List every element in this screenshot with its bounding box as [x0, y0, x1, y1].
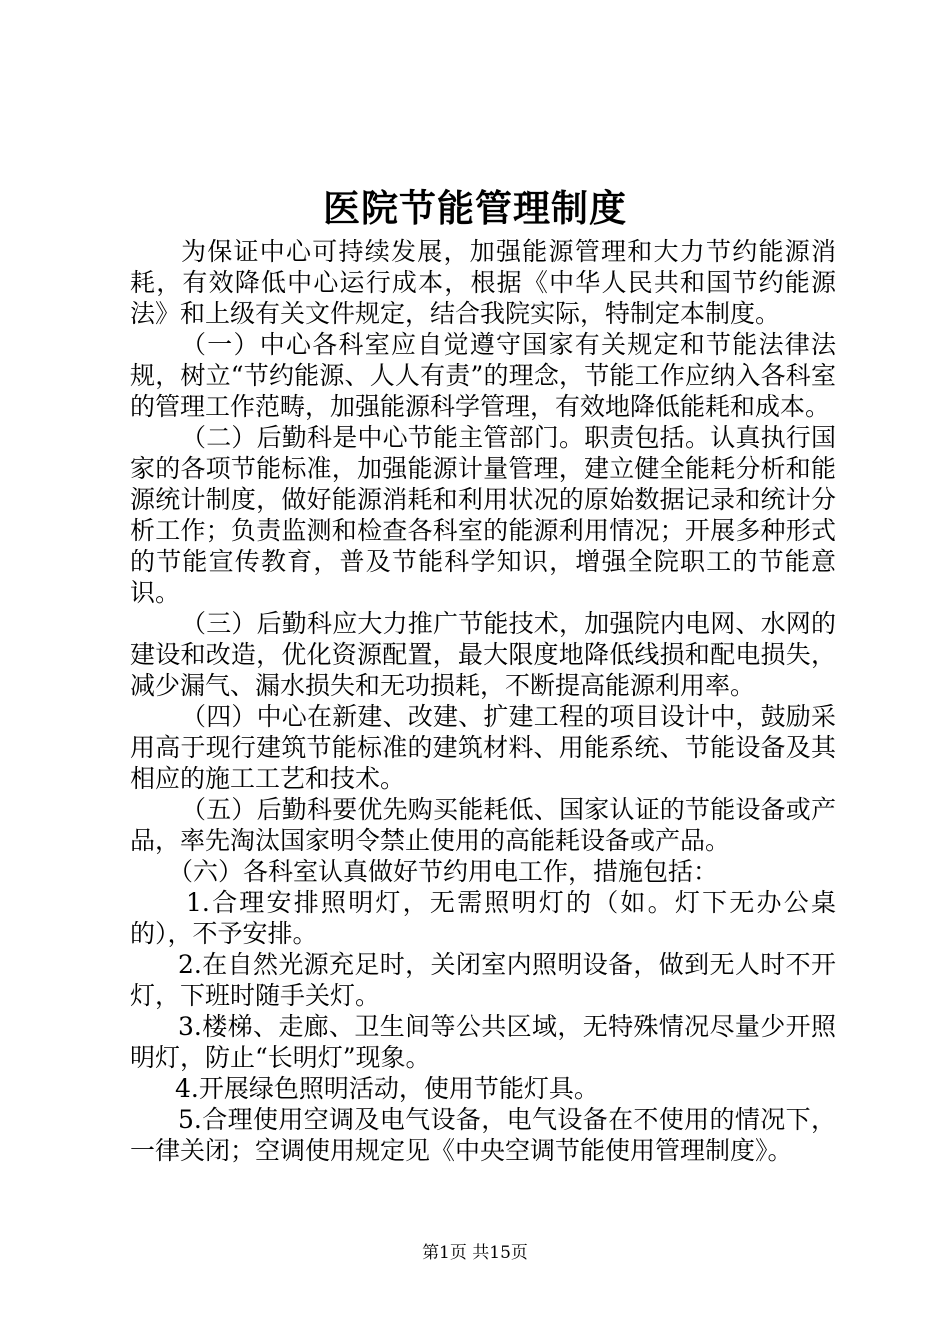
document-body	[130, 236, 836, 1166]
paragraph-item-1: （一）中心各科室应自觉遵守国家有关规定和节能法律法规，树立“节约能源、人人有责”的理念，节能工作应纳入各科室的管理工作范畴，加强能源科学管理，有效地降低能耗和成本。	[130, 330, 836, 421]
paragraph-item-6: （六）各科室认真做好节约用电工作，措施包括：	[168, 857, 719, 886]
paragraph-item-5: （五）后勤科要优先购买能耗低、国家认证的节能设备或产品，率先淘汰国家明令禁止使用的高能耗设备或产品。	[130, 795, 836, 855]
paragraph-intro: 为保证中心可持续发展，加强能源管理和大力节约能源消耗，有效降低中心运行成本，根据《中华人民共和国节约能源法》和上级有关文件规定，结合我院实际，特制定本制度。	[130, 237, 836, 328]
sub-item-4: 4.开展绿色照明活动，使用节能灯具。	[175, 1074, 599, 1103]
sub-item-1: 1.合理安排照明灯，无需照明灯的（如。灯下无办公桌的），不予安排。	[130, 888, 836, 948]
sub-item-5: 5.合理使用空调及电气设备，电气设备在不使用的情况下，一律关闭；空调使用规定见《中央空调节能使用管理制度》。	[130, 1105, 836, 1165]
page-footer: 第1页 共15页	[422, 1243, 528, 1263]
paragraph-item-4: （四）中心在新建、改建、扩建工程的项目设计中，鼓励采用高于现行建筑节能标准的建筑材料、用能系统、节能设备及其相应的施工工艺和技术。	[130, 702, 836, 793]
paragraph-item-3: （三）后勤科应大力推广节能技术，加强院内电网、水网的建设和改造，优化资源配置，最大限度地降低线损和配电损失，减少漏气、漏水损失和无功损耗，不断提高能源利用率。	[130, 609, 836, 700]
sub-item-3: 3.楼梯、走廊、卫生间等公共区域，无特殊情况尽量少开照明灯，防止“长明灯”现象。	[130, 1012, 836, 1072]
paragraph-item-2: （二）后勤科是中心节能主管部门。职责包括。认真执行国家的各项节能标准，加强能源计量管理，建立健全能耗分析和能源统计制度，做好能源消耗和利用状况的原始数据记录和统计分析工作；负责监测和检查各科室的能源利用情况；开展多种形式的节能宣传教育，普及节能科学知识，增强全院职工的节能意识。	[130, 423, 836, 607]
sub-item-2: 2.在自然光源充足时，关闭室内照明设备，做到无人时不开灯，下班时随手关灯。	[130, 950, 836, 1010]
document-title: 医院节能管理制度	[323, 186, 627, 230]
